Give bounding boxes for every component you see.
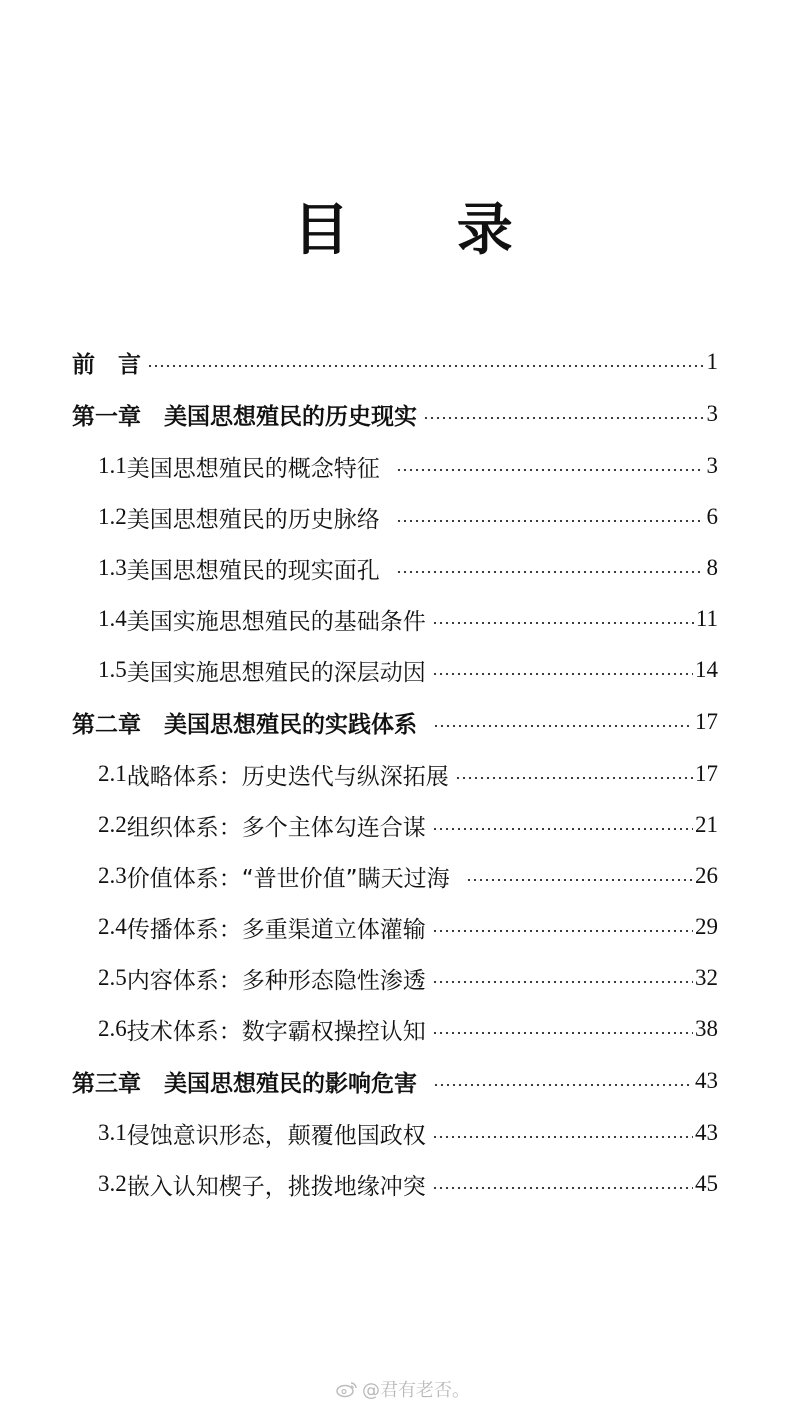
toc-section-number: 1.4 [98,606,127,631]
toc-entry-1-3[interactable] [98,543,718,593]
toc-entry-title: 第三章 美国思想殖民的影响危害 [72,1070,417,1097]
toc-page-number: 43 [695,1120,718,1145]
leader-dots [432,673,693,675]
toc-section-number: 3.1 [98,1120,127,1145]
page-title: 目 录 [293,198,557,263]
toc-section-number: 2.1 [98,761,127,786]
toc-entry-title: 战略体系：历史迭代与纵深拓展 [126,763,449,790]
toc-entry-preface[interactable] [72,337,718,387]
toc-entry-title: 价值体系：“普世价值”瞒天过海 [126,865,450,892]
toc-entry-title: 美国实施思想殖民的基础条件 [126,608,426,635]
toc-entry-title: 嵌入认知楔子，挑拨地缘冲突 [126,1173,426,1200]
toc-entry-1-5[interactable] [98,645,718,695]
leader-dots [432,981,693,983]
toc-page-number: 32 [695,965,718,990]
watermark [336,1376,470,1402]
leader-dots [396,520,704,522]
leader-dots [432,622,694,624]
toc-page-number: 38 [695,1016,718,1041]
toc-entry-3-1[interactable] [98,1108,718,1158]
toc-entry-chapter-3[interactable] [72,1056,718,1106]
leader-dots [147,365,704,367]
toc-page-number: 11 [695,606,718,631]
toc-entry-1-4[interactable] [98,594,718,644]
watermark-text: @君有老否。 [362,1380,470,1401]
toc-entry-title: 美国实施思想殖民的深层动因 [126,659,426,686]
leader-dots [432,1187,693,1189]
toc-entry-2-4[interactable] [98,902,718,952]
toc-section-number: 1.3 [98,555,127,580]
leader-dots [432,930,693,932]
leader-dots [396,469,704,471]
toc-section-number: 2.6 [98,1016,127,1041]
toc-entry-title: 第一章 美国思想殖民的历史现实 [72,403,417,430]
toc-entry-2-5[interactable] [98,953,718,1003]
weibo-icon [336,1380,358,1398]
toc-page-number: 21 [695,812,718,837]
toc-entry-2-6[interactable] [98,1004,718,1054]
toc-entry-title: 美国思想殖民的概念特征 [126,455,380,482]
toc-entry-title: 传播体系：多重渠道立体灌输 [126,916,426,943]
toc-section-number: 2.5 [98,965,127,990]
toc-section-number: 2.2 [98,812,127,837]
toc-entry-title: 内容体系：多种形态隐性渗透 [126,967,426,994]
toc-entry-title: 组织体系：多个主体勾连合谋 [126,814,426,841]
toc-section-number: 1.2 [98,504,127,529]
toc-section-number: 3.2 [98,1171,127,1196]
toc-page-number: 17 [695,709,718,734]
toc-page-number: 43 [695,1068,718,1093]
toc-entry-title: 美国思想殖民的历史脉络 [126,506,380,533]
toc-entry-1-1[interactable] [98,441,718,491]
toc-page-number: 3 [706,401,718,426]
toc-page-number: 8 [706,555,718,580]
toc-entry-title: 第二章 美国思想殖民的实践体系 [72,711,417,738]
toc-page-number: 6 [706,504,718,529]
toc-entry-2-3[interactable] [98,851,718,901]
leader-dots [396,571,704,573]
leader-dots [432,828,693,830]
toc-entry-3-2[interactable] [98,1159,718,1209]
toc-page-number: 1 [706,349,718,374]
toc-section-number: 1.5 [98,657,127,682]
toc-page-number: 45 [695,1171,718,1196]
toc-entry-1-2[interactable] [98,492,718,542]
toc-entry-title: 美国思想殖民的现实面孔 [126,557,380,584]
toc-page-number: 3 [706,453,718,478]
toc-entry-chapter-1[interactable] [72,389,718,439]
toc-page-number: 26 [695,863,718,888]
leader-dots [433,725,693,727]
leader-dots [433,1084,693,1086]
toc-entry-title: 技术体系：数字霸权操控认知 [126,1018,426,1045]
toc-entry-2-1[interactable] [98,749,718,799]
toc-entry-2-2[interactable] [98,800,718,850]
leader-dots [423,417,704,419]
toc-section-number: 2.4 [98,914,127,939]
leader-dots [466,879,693,881]
toc-page-number: 14 [695,657,718,682]
leader-dots [432,1136,693,1138]
toc-entry-title: 前 言 [72,351,141,378]
toc-section-number: 1.1 [98,453,127,478]
toc-page-number: 17 [695,761,718,786]
toc-entry-title: 侵蚀意识形态，颠覆他国政权 [126,1122,426,1149]
leader-dots [455,777,693,779]
toc-entry-chapter-2[interactable] [72,697,718,747]
toc-page-number: 29 [695,914,718,939]
leader-dots [432,1032,693,1034]
toc-section-number: 2.3 [98,863,127,888]
